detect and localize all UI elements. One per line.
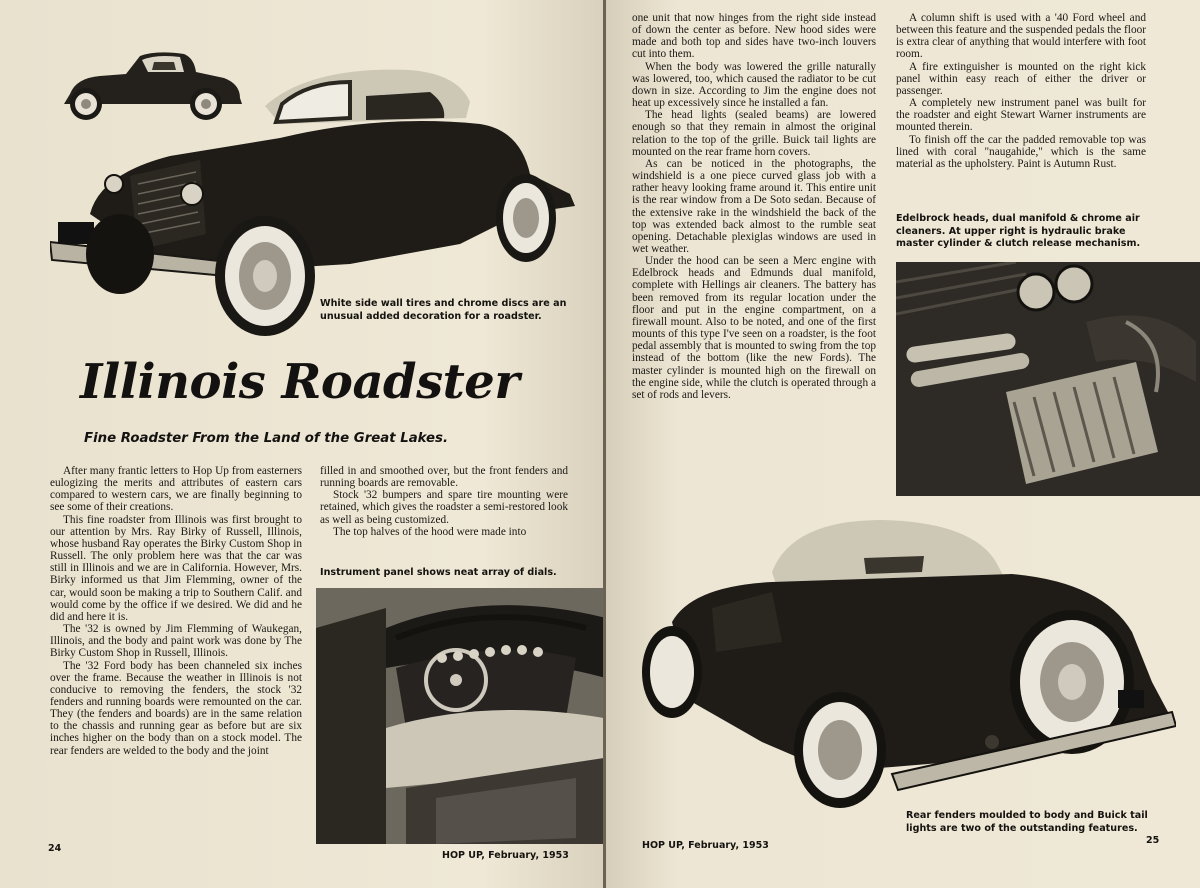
paragraph: After many frantic letters to Hop Up from easterners eulogizing the merits and attributes of eastern cars compared to western cars, we are finally beginning to see some of their creations. — [50, 465, 302, 514]
paragraph: The '32 is owned by Jim Flemming of Waukegan, Illinois, and the body and paint work was done by The Birky Custom Shop in Russell, Illinois. — [50, 623, 302, 660]
paragraph: This fine roadster from Illinois was first brought to our attention by Mrs. Ray Birky of Russell, Illinois, whose husband Ray operates the Birky Custom Shop in Russell. The only problem here was that the car was still in Illinois and we are in California. However, Mrs. Birky informed us that Jim Flemming, owner of the car, would soon be making a trip to Southern Calif. and would come by the office if we desired. We did and he did and here it is. — [50, 513, 302, 623]
caption-front-photo: White side wall tires and chrome discs are an unusual added decoration for a roadster. — [320, 298, 567, 322]
paragraph: A fire extinguisher is mounted on the right kick panel within easy reach of either the driver or passenger. — [896, 60, 1146, 97]
article-title: Illinois Roadster — [80, 354, 520, 410]
left-column-2 — [320, 465, 568, 538]
photo-roadster-rear-quarter — [632, 512, 1176, 812]
paragraph: Stock '32 bumpers and spare tire mounting were retained, which gives the roadster a semi-restored look as well as being customized. — [320, 489, 568, 526]
paragraph: The '32 Ford body has been channeled six inches over the frame. Because the weather in Illinois is not conducive to removing the fenders, the stock '32 fenders and running boards were remounted on the car. They (the fenders and boards) are in the same relation to the chassis and running gear as before but are six inches higher on the body than on a stock model. The rear fenders are welded to the body and the joint — [50, 659, 302, 757]
paragraph: Under the hood can be seen a Merc engine with Edelbrock heads and Edmunds dual manifold, complete with Hellings air cleaners. The battery has been removed from its regular location under the floor and put in the engine compartment, on a firewall mount. Also to be noted, and one of the first mounts of this type I've seen on a roadster, is the foot pedal assembly that is mounted to swing from the top instead of the bottom (like the new Fords). The master cylinder is mounted high on the firewall on the engine side, while the clutch is operated through a set of rods and levers. — [632, 255, 876, 401]
caption-engine-photo: Edelbrock heads, dual manifold & chrome air cleaners. At upper right is hydraulic brake master cylinder & clutch release mechanism. — [896, 213, 1141, 249]
caption-rear-photo: Rear fenders moulded to body and Buick tail lights are two of the outstanding features. — [906, 810, 1148, 834]
paragraph: To finish off the car the padded removable top was lined with coral "naugahide," which is the same material as the upholstery. Paint is Autumn Rust. — [896, 133, 1146, 170]
paragraph: A column shift is used with a '40 Ford wheel and between this feature and the suspended pedals the floor is extra clear of anything that would interfere with foot room. — [896, 12, 1146, 61]
right-page — [606, 0, 1200, 888]
photo-engine-bay — [896, 262, 1200, 496]
caption-instrument-photo: Instrument panel shows neat array of dials. — [320, 567, 557, 578]
right-page-number: 25 — [1146, 835, 1160, 846]
right-column-1 — [632, 12, 876, 401]
paragraph: The head lights (sealed beams) are lowered enough so that they remain in almost the original relation to the top of the grille. Buick tail lights are mounted on the rear frame horn covers. — [632, 109, 876, 158]
right-column-2 — [896, 12, 1146, 170]
paragraph: one unit that now hinges from the right side instead of down the center as before. New hood sides were made and both top and sides have two-inch louvers cut into them. — [632, 12, 876, 61]
paragraph: When the body was lowered the grille naturally was lowered, too, which caused the radiator to be cut down in size. According to Jim the engine does not heat up excessively since he installed a fan. — [632, 60, 876, 110]
paragraph: filled in and smoothed over, but the front fenders and running boards are removable. — [320, 465, 568, 490]
left-footer: HOP UP, February, 1953 — [442, 850, 569, 861]
left-page-number: 24 — [48, 843, 62, 854]
article-subtitle: Fine Roadster From the Land of the Great Lakes. — [84, 431, 449, 446]
paragraph: As can be noticed in the photographs, the windshield is a one piece curved glass job with a rather heavy looking frame around it. This entire unit is the rear window from a De Soto sedan. Because of the extensive rake in the windshield the back of the top was extended back almost to the rumble seat opening. Detachable plexiglas windows are used in wet weather. — [632, 157, 876, 255]
paragraph: A completely new instrument panel was built for the roadster and eight Stewart Warner instruments are mounted therein. — [896, 97, 1146, 134]
photo-instrument-panel — [316, 588, 603, 844]
left-column-1 — [50, 465, 302, 757]
paragraph: The top halves of the hood were made into — [333, 525, 527, 538]
right-footer: HOP UP, February, 1953 — [642, 840, 769, 851]
